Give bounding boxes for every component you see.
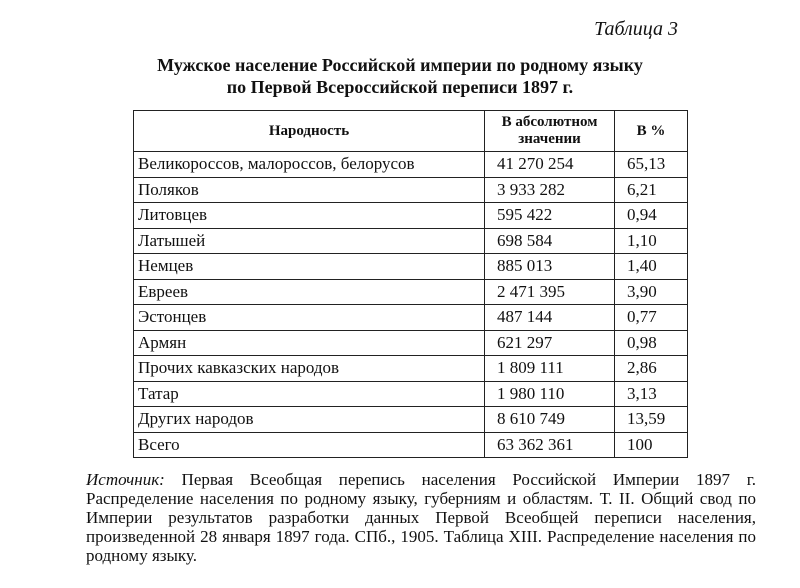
row-value: 3 933 282 bbox=[485, 177, 615, 203]
row-percent: 2,86 bbox=[615, 356, 688, 382]
row-value: 1 980 110 bbox=[485, 381, 615, 407]
row-percent: 3,13 bbox=[615, 381, 688, 407]
row-percent: 0,98 bbox=[615, 330, 688, 356]
row-name: Немцев bbox=[134, 254, 485, 280]
table-row bbox=[134, 305, 688, 331]
row-percent: 65,13 bbox=[615, 152, 688, 178]
population-table bbox=[133, 110, 688, 458]
table-title bbox=[0, 54, 800, 98]
row-value: 8 610 749 bbox=[485, 407, 615, 433]
table-row bbox=[134, 330, 688, 356]
table-row bbox=[134, 254, 688, 280]
row-name: Евреев bbox=[134, 279, 485, 305]
header-absolute-line-1: В абсолютном bbox=[501, 114, 598, 130]
row-name: Прочих кавказских народов bbox=[134, 356, 485, 382]
table-row bbox=[134, 356, 688, 382]
table-row bbox=[134, 177, 688, 203]
table-row bbox=[134, 432, 688, 458]
header-row bbox=[134, 111, 688, 152]
row-name: Других народов bbox=[134, 407, 485, 433]
header-absolute bbox=[485, 111, 615, 152]
table-row bbox=[134, 203, 688, 229]
title-line-2: по Первой Всероссийской переписи 1897 г. bbox=[226, 77, 574, 97]
row-name: Поляков bbox=[134, 177, 485, 203]
row-value: 595 422 bbox=[485, 203, 615, 229]
row-percent: 3,90 bbox=[615, 279, 688, 305]
table-row bbox=[134, 279, 688, 305]
row-value: 41 270 254 bbox=[485, 152, 615, 178]
row-value: 2 471 395 bbox=[485, 279, 615, 305]
row-percent: 1,40 bbox=[615, 254, 688, 280]
row-percent: 6,21 bbox=[615, 177, 688, 203]
row-name: Эстонцев bbox=[134, 305, 485, 331]
row-value: 698 584 bbox=[485, 228, 615, 254]
row-value: 487 144 bbox=[485, 305, 615, 331]
row-percent: 0,94 bbox=[615, 203, 688, 229]
row-value: 885 013 bbox=[485, 254, 615, 280]
source-note bbox=[86, 470, 756, 565]
row-percent: 13,59 bbox=[615, 407, 688, 433]
row-percent: 0,77 bbox=[615, 305, 688, 331]
table-number: Таблица 3 bbox=[594, 18, 678, 40]
row-percent: 100 bbox=[615, 432, 688, 458]
row-name: Великороссов, малороссов, белорусов bbox=[134, 152, 485, 178]
row-name: Армян bbox=[134, 330, 485, 356]
row-name: Татар bbox=[134, 381, 485, 407]
header-percent: В % bbox=[615, 111, 688, 152]
table-row bbox=[134, 152, 688, 178]
row-value: 621 297 bbox=[485, 330, 615, 356]
source-label: Источник: bbox=[86, 470, 165, 489]
table-row bbox=[134, 228, 688, 254]
source-text: Первая Всеобщая перепись населения Российской Империи 1897 г. Распределение населения по родному языку, губерниям и областям. Т. II. Общий свод по Империи результатов разработки данных Первой Всеобщей переписи населения, произведенной 28 января 1897 года. СПб., 1905. Таблица XIII. Распределение населения по родному языку. bbox=[86, 470, 756, 565]
row-name: Литовцев bbox=[134, 203, 485, 229]
header-nationality: Народность bbox=[134, 111, 485, 152]
header-absolute-line-2: значении bbox=[518, 131, 581, 147]
title-line-1: Мужское население Российской империи по родному языку bbox=[157, 55, 643, 75]
row-name: Латышей bbox=[134, 228, 485, 254]
row-name: Всего bbox=[134, 432, 485, 458]
table-row bbox=[134, 407, 688, 433]
row-value: 63 362 361 bbox=[485, 432, 615, 458]
table-row bbox=[134, 381, 688, 407]
row-percent: 1,10 bbox=[615, 228, 688, 254]
row-value: 1 809 111 bbox=[485, 356, 615, 382]
